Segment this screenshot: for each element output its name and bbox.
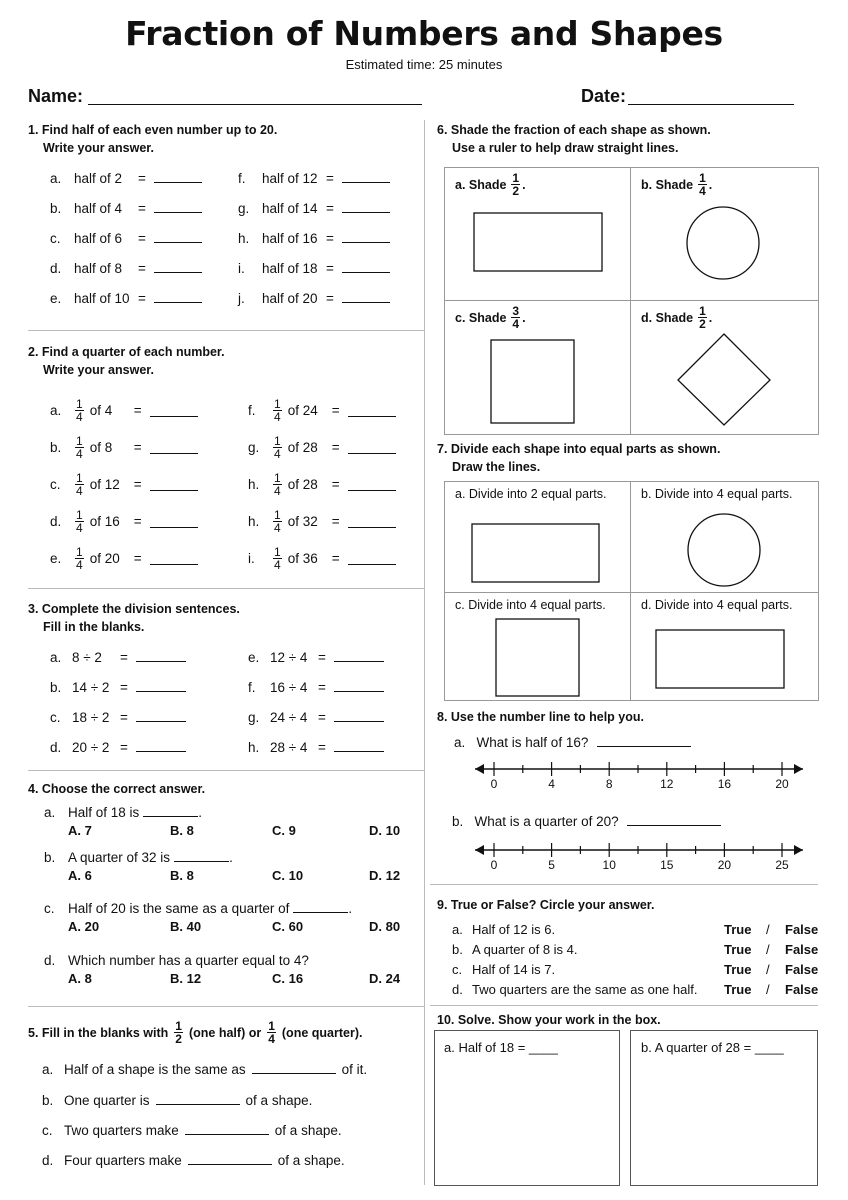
item-text: of a shape.: [245, 1093, 313, 1108]
tick-label: 25: [775, 858, 789, 872]
q5-item: [42, 1153, 345, 1168]
tick-label: 12: [660, 777, 674, 791]
q2-item: [50, 398, 198, 423]
answer-blank[interactable]: [154, 242, 202, 243]
q4-item: [44, 850, 233, 865]
q1-item: [50, 201, 202, 216]
q9-title: 9. True or False? Circle your answer.: [437, 898, 655, 912]
slash-divider: /: [766, 922, 770, 937]
name-label: Name:: [28, 86, 84, 106]
item-text: A quarter of 32 is: [68, 850, 171, 865]
item-text: Half of a shape is the same as: [64, 1062, 246, 1077]
arrow-right-icon: [794, 764, 803, 774]
tick-label: 10: [602, 858, 616, 872]
item-text: 12 ÷ 4: [270, 650, 308, 665]
item-text: of 12: [89, 477, 120, 492]
q1-title: 1. Find half of each even number up to 20. Write your answer.: [28, 123, 278, 155]
answer-blank[interactable]: [348, 416, 396, 417]
q2-item: [248, 472, 396, 497]
q3-item: [248, 740, 384, 755]
quarter-fraction: [75, 546, 84, 571]
item-letter: b.: [452, 942, 463, 957]
item-letter: c.: [44, 901, 55, 916]
item-letter: g.: [248, 440, 260, 455]
equals-sign: =: [318, 710, 326, 725]
item-text: 24 ÷ 4: [270, 710, 308, 725]
false-option[interactable]: False: [785, 962, 819, 977]
answer-blank[interactable]: [334, 751, 384, 752]
q4-item: [44, 805, 202, 820]
item-text: half of 12: [262, 171, 318, 186]
answer-blank[interactable]: [154, 212, 202, 213]
item-letter: g.: [238, 201, 250, 216]
item-letter: h.: [248, 477, 260, 492]
tick-label: 15: [660, 858, 674, 872]
equals-sign: =: [120, 650, 128, 665]
date-label: Date:: [581, 86, 627, 106]
quarter-fraction: [273, 472, 282, 497]
item-text: 16 ÷ 4: [270, 680, 308, 695]
q10-title: 10. Solve. Show your work in the box.: [437, 1013, 661, 1027]
true-option[interactable]: True: [724, 982, 752, 997]
arrow-left-icon: [475, 845, 484, 855]
item-text: Two quarters make: [64, 1123, 179, 1138]
answer-option[interactable]: A. 6: [68, 868, 92, 883]
tick-label: 0: [490, 858, 498, 872]
item-letter: d.: [452, 982, 463, 997]
equals-sign: =: [133, 403, 142, 418]
item-letter: g.: [248, 710, 260, 725]
answer-blank[interactable]: [136, 721, 186, 722]
item-letter: e.: [50, 551, 62, 566]
answer-blank[interactable]: [342, 302, 390, 303]
answer-option[interactable]: B. 8: [170, 868, 194, 883]
equals-sign: =: [331, 440, 340, 455]
q1-item: [238, 201, 390, 216]
item-text: half of 8: [74, 261, 123, 276]
item-text: half of 4: [74, 201, 123, 216]
answer-option[interactable]: C. 9: [272, 823, 296, 838]
equals-sign: =: [120, 680, 128, 695]
item-letter: j.: [238, 291, 245, 306]
equals-sign: =: [138, 291, 146, 306]
quarter-fraction: [75, 472, 84, 497]
q7-c-label: c. Divide into 4 equal parts.: [455, 598, 606, 612]
fraction-numerator: 1: [274, 545, 281, 559]
q1-item: [50, 231, 202, 246]
q9-item: [452, 922, 555, 937]
equals-sign: =: [133, 440, 142, 455]
item-letter: i.: [238, 261, 245, 276]
item-letter: h.: [248, 514, 260, 529]
item-punct: .: [348, 901, 353, 916]
q2-item: [50, 546, 198, 571]
q5-item: [42, 1062, 367, 1077]
answer-option[interactable]: D. 12: [369, 868, 401, 883]
item-letter: d.: [50, 514, 62, 529]
q1-item: [50, 171, 202, 186]
item-letter: a.: [452, 922, 463, 937]
q9-item: [452, 942, 578, 957]
item-punct: .: [229, 850, 233, 865]
q3-item: [50, 710, 186, 725]
fraction-numerator: 1: [76, 397, 83, 411]
item-letter: c.: [50, 477, 61, 492]
answer-blank[interactable]: [342, 182, 390, 183]
item-text: half of 6: [74, 231, 123, 246]
item-text: of 32: [287, 514, 318, 529]
equals-sign: =: [326, 261, 334, 276]
equals-sign: =: [326, 201, 334, 216]
equals-sign: =: [318, 680, 326, 695]
item-text: 8 ÷ 2: [72, 650, 102, 665]
answer-option[interactable]: B. 12: [170, 971, 202, 986]
separator: [430, 1005, 818, 1006]
equals-sign: =: [138, 231, 146, 246]
fraction-denominator: 4: [274, 558, 281, 572]
item-text: of 28: [287, 477, 318, 492]
quarter-fraction: [273, 435, 282, 460]
answer-blank[interactable]: [348, 453, 396, 454]
q2-item: [248, 435, 396, 460]
item-punct: .: [198, 805, 203, 820]
answer-blank[interactable]: [150, 527, 198, 528]
answer-option[interactable]: C. 16: [272, 971, 304, 986]
q3-item: [50, 740, 186, 755]
q2-item: [50, 509, 198, 534]
item-letter: a.: [42, 1062, 54, 1077]
equals-sign: =: [331, 514, 340, 529]
q1-item: [238, 171, 390, 186]
q10-b-question: b. A quarter of 28 = ____: [641, 1040, 784, 1055]
item-letter: b.: [44, 850, 56, 865]
answer-blank[interactable]: [348, 490, 396, 491]
false-option[interactable]: False: [785, 922, 819, 937]
q3-item: [248, 650, 384, 665]
half-fraction: $\frac{1}{2}$: [175, 1019, 182, 1046]
item-letter: a.: [50, 650, 62, 665]
equals-sign: =: [318, 740, 326, 755]
answer-blank[interactable]: [150, 453, 198, 454]
fraction-denominator: 4: [76, 447, 83, 461]
item-text: half of 10: [74, 291, 130, 306]
fraction-denominator: 4: [76, 484, 83, 498]
item-text: of a shape.: [277, 1153, 345, 1168]
fraction-numerator: 1: [274, 397, 281, 411]
worksheet-title: Fraction of Numbers and Shapes: [125, 14, 723, 53]
item-letter: h.: [248, 740, 260, 755]
fraction-denominator: 4: [76, 558, 83, 572]
equals-sign: =: [326, 171, 334, 186]
equals-sign: =: [138, 171, 146, 186]
item-letter: d.: [50, 740, 62, 755]
q8-b-question: b. What is a quarter of 20?: [452, 814, 721, 829]
answer-blank[interactable]: [136, 691, 186, 692]
arrow-right-icon: [794, 845, 803, 855]
tick-label: 20: [717, 858, 732, 872]
q9-item: [452, 982, 697, 997]
true-option[interactable]: True: [724, 922, 752, 937]
item-text: of 28: [287, 440, 318, 455]
item-letter: b.: [50, 201, 62, 216]
q6-b-label: b. Shade $\frac{1}{4}$ .: [641, 171, 713, 198]
item-letter: d.: [44, 953, 56, 968]
fraction-denominator: 4: [274, 521, 281, 535]
answer-blank[interactable]: [154, 182, 202, 183]
true-option[interactable]: True: [724, 942, 752, 957]
item-letter: b.: [50, 440, 62, 455]
answer-blank[interactable]: [156, 1104, 240, 1105]
answer-option[interactable]: A. 20: [68, 919, 100, 934]
q1-item: [238, 291, 390, 306]
item-text: Half of 12 is 6.: [472, 922, 556, 937]
q5-title: 5. Fill in the blanks with $\frac{1}{2}$ (one half) or $\frac{1}{4}$ (one quarter).: [28, 1019, 363, 1046]
item-text: Which number has a quarter equal to 4?: [68, 953, 309, 968]
item-text: of 4: [89, 403, 113, 418]
q6-c-label: c. Shade $\frac{3}{4}$ .: [455, 304, 526, 331]
q8-title: 8. Use the number line to help you.: [437, 710, 644, 724]
answer-blank[interactable]: [293, 912, 348, 913]
answer-blank[interactable]: [342, 242, 390, 243]
fraction-numerator: 1: [274, 471, 281, 485]
fraction-denominator: 4: [274, 484, 281, 498]
answer-blank[interactable]: [143, 816, 198, 817]
answer-blank[interactable]: [334, 661, 384, 662]
equals-sign: =: [133, 477, 142, 492]
q3-item: [50, 650, 186, 665]
fraction-numerator: 1: [76, 434, 83, 448]
true-option[interactable]: True: [724, 962, 752, 977]
q6-a-label: a. Shade $\frac{1}{2}$ .: [455, 171, 526, 198]
fraction-denominator: 4: [76, 521, 83, 535]
q1-item: [238, 231, 390, 246]
equals-sign: =: [138, 261, 146, 276]
item-letter: a.: [50, 171, 62, 186]
false-option[interactable]: False: [785, 982, 819, 997]
item-text: 18 ÷ 2: [72, 710, 110, 725]
answer-option[interactable]: D. 10: [369, 823, 401, 838]
answer-option[interactable]: B. 8: [170, 823, 194, 838]
q2-item: [248, 546, 396, 571]
item-text: 20 ÷ 2: [72, 740, 110, 755]
fraction-numerator: 1: [274, 508, 281, 522]
fraction-denominator: 4: [274, 447, 281, 461]
q4-item: [44, 953, 309, 968]
q3-item: [248, 710, 384, 725]
q2-title: 2. Find a quarter of each number. Write your answer.: [28, 345, 225, 377]
q2-item: [50, 472, 198, 497]
q3-item: [248, 680, 384, 695]
item-text: Four quarters make: [64, 1153, 182, 1168]
q4-item: [44, 901, 352, 916]
q5-item: [42, 1093, 312, 1108]
equals-sign: =: [331, 551, 340, 566]
equals-sign: =: [120, 710, 128, 725]
equals-sign: =: [120, 740, 128, 755]
item-text: Half of 18 is: [68, 805, 140, 820]
item-letter: f.: [248, 680, 256, 695]
q3-item: [50, 680, 186, 695]
q6-d-label: d. Shade $\frac{1}{2}$ .: [641, 304, 713, 331]
item-letter: i.: [248, 551, 255, 566]
answer-blank[interactable]: [342, 272, 390, 273]
answer-blank[interactable]: [154, 272, 202, 273]
answer-blank[interactable]: [136, 751, 186, 752]
quarter-fraction: [75, 398, 84, 423]
item-letter: d.: [50, 261, 62, 276]
q7-a-label: a. Divide into 2 equal parts.: [455, 487, 607, 501]
equals-sign: =: [326, 291, 334, 306]
item-letter: e.: [50, 291, 62, 306]
q9-item: [452, 962, 555, 977]
q1-item: [50, 291, 202, 306]
item-letter: e.: [248, 650, 260, 665]
tick-label: 16: [717, 777, 732, 791]
equals-sign: =: [133, 551, 142, 566]
quarter-fraction: [273, 546, 282, 571]
answer-blank[interactable]: [334, 691, 384, 692]
item-letter: f.: [248, 403, 256, 418]
equals-sign: =: [138, 201, 146, 216]
fraction-numerator: 1: [274, 434, 281, 448]
fraction-denominator: 4: [76, 410, 83, 424]
tick-label: 4: [548, 777, 555, 791]
tick-label: 20: [775, 777, 789, 791]
q7-d-label: d. Divide into 4 equal parts.: [641, 598, 793, 612]
item-text: of it.: [341, 1062, 368, 1077]
fraction-numerator: 1: [76, 471, 83, 485]
item-text: of 8: [89, 440, 113, 455]
answer-option[interactable]: D. 80: [369, 919, 401, 934]
answer-option[interactable]: B. 40: [170, 919, 202, 934]
answer-blank[interactable]: [185, 1134, 269, 1135]
quarter-fraction: $\frac{1}{4}$: [268, 1019, 275, 1046]
item-text: Half of 14 is 7.: [472, 962, 556, 977]
item-text: of 24: [287, 403, 318, 418]
equals-sign: =: [318, 650, 326, 665]
answer-option[interactable]: C. 60: [272, 919, 304, 934]
item-text: One quarter is: [64, 1093, 150, 1108]
item-letter: b.: [50, 680, 62, 695]
item-letter: d.: [42, 1153, 54, 1168]
tick-label: 5: [548, 858, 555, 872]
answer-blank[interactable]: [348, 527, 396, 528]
answer-blank[interactable]: [150, 416, 198, 417]
answer-option[interactable]: C. 10: [272, 868, 304, 883]
q2-item: [50, 435, 198, 460]
answer-blank[interactable]: [188, 1164, 272, 1165]
fraction-denominator: 4: [274, 410, 281, 424]
item-text: half of 18: [262, 261, 318, 276]
q1-item: [238, 261, 390, 276]
item-text: of 36: [287, 551, 318, 566]
item-letter: h.: [238, 231, 250, 246]
slash-divider: /: [766, 962, 770, 977]
answer-option[interactable]: A. 8: [68, 971, 92, 986]
answer-blank[interactable]: [334, 721, 384, 722]
quarter-fraction: [75, 509, 84, 534]
equals-sign: =: [331, 477, 340, 492]
answer-blank[interactable]: [174, 861, 229, 862]
quarter-fraction: [75, 435, 84, 460]
q3-title: 3. Complete the division sentences. Fill in the blanks.: [28, 602, 240, 634]
q7-b-label: b. Divide into 4 equal parts.: [641, 487, 793, 501]
equals-sign: =: [133, 514, 142, 529]
answer-blank[interactable]: [342, 212, 390, 213]
item-letter: a.: [44, 805, 56, 820]
item-letter: c.: [42, 1123, 53, 1138]
q10-a-question: a. Half of 18 = ____: [444, 1040, 558, 1055]
answer-blank[interactable]: [136, 661, 186, 662]
item-text: of a shape.: [274, 1123, 342, 1138]
answer-blank[interactable]: [150, 490, 198, 491]
item-letter: f.: [238, 171, 246, 186]
fraction-numerator: 1: [76, 508, 83, 522]
estimated-time: Estimated time: 25 minutes: [345, 57, 503, 72]
item-letter: c.: [50, 710, 61, 725]
q5-item: [42, 1123, 342, 1138]
separator: [430, 884, 818, 885]
answer-blank[interactable]: [154, 302, 202, 303]
equals-sign: =: [326, 231, 334, 246]
q2-item: [248, 509, 396, 534]
item-letter: b.: [42, 1093, 54, 1108]
item-letter: a.: [50, 403, 62, 418]
slash-divider: /: [766, 942, 770, 957]
quarter-fraction: [273, 509, 282, 534]
slash-divider: /: [766, 982, 770, 997]
q8-a-question: a. What is half of 16?: [454, 735, 691, 750]
answer-option[interactable]: A. 7: [68, 823, 92, 838]
answer-blank[interactable]: [348, 564, 396, 565]
tick-label: 8: [605, 777, 613, 791]
q4-title: 4. Choose the correct answer.: [28, 782, 206, 796]
item-text: of 16: [89, 514, 120, 529]
tick-label: 0: [490, 777, 498, 791]
q6-title: 6. Shade the fraction of each shape as shown. Use a ruler to help draw straight lines.: [437, 123, 711, 155]
quarter-fraction: [273, 398, 282, 423]
item-text: half of 16: [262, 231, 318, 246]
item-text: Two quarters are the same as one half.: [472, 982, 698, 997]
item-text: half of 20: [262, 291, 318, 306]
answer-blank[interactable]: [252, 1073, 336, 1074]
item-text: 14 ÷ 2: [72, 680, 110, 695]
q2-item: [248, 398, 396, 423]
item-text: of 20: [89, 551, 120, 566]
answer-blank[interactable]: [150, 564, 198, 565]
item-letter: c.: [452, 962, 463, 977]
false-option[interactable]: False: [785, 942, 819, 957]
answer-option[interactable]: D. 24: [369, 971, 401, 986]
item-text: half of 2: [74, 171, 123, 186]
q7-title: 7. Divide each shape into equal parts as shown. Draw the lines.: [437, 442, 721, 474]
fraction-numerator: 1: [76, 545, 83, 559]
arrow-left-icon: [475, 764, 484, 774]
item-text: A quarter of 8 is 4.: [472, 942, 578, 957]
q1-item: [50, 261, 202, 276]
item-text: half of 14: [262, 201, 318, 216]
item-letter: c.: [50, 231, 61, 246]
item-text: 28 ÷ 4: [270, 740, 308, 755]
equals-sign: =: [331, 403, 340, 418]
item-text: Half of 20 is the same as a quarter of: [68, 901, 290, 916]
